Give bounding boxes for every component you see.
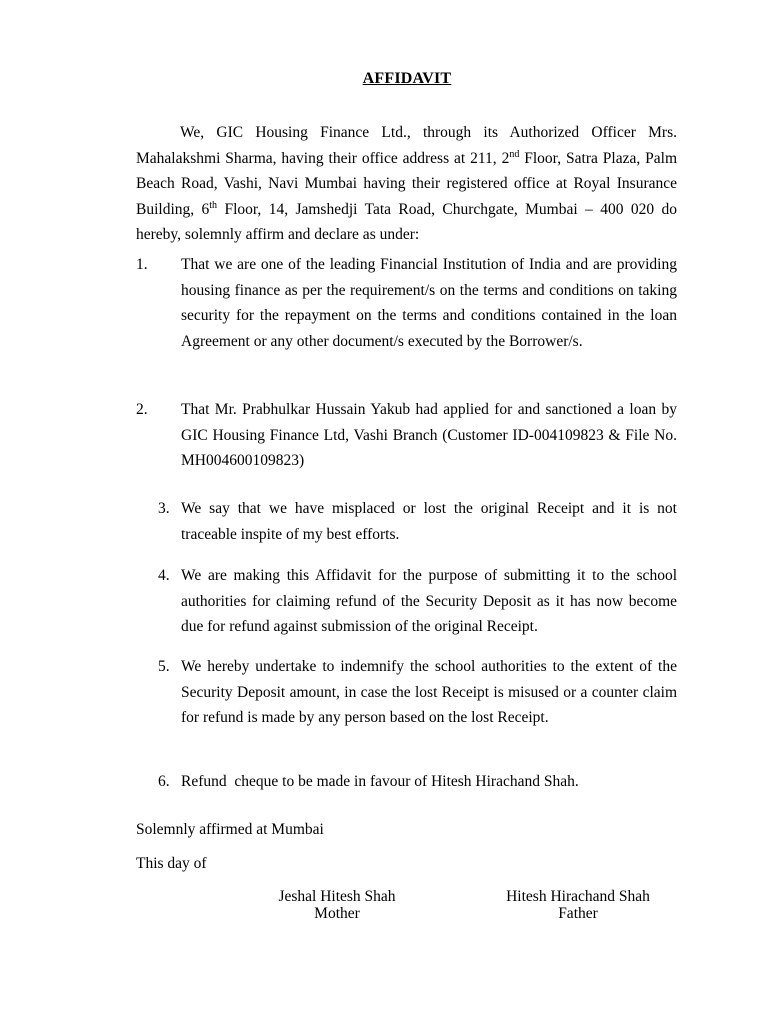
intro-text-3: Floor, 14, Jamshedji Tata Road, Churchgate, Mumbai – 400 020 do hereby, solemnly affirm and declare as under: <box>136 200 677 243</box>
signatory-role: Mother <box>314 905 360 922</box>
intro-paragraph <box>136 120 677 248</box>
item-number-3: 3. <box>158 500 170 517</box>
item-number-6: 6. <box>158 773 170 790</box>
item-text-1: That we are one of the leading Financial Institution of India and are providing housing finance as per the requirement/s on the terms and conditions on taking security for the repayment on the terms and conditions contained in the loan Agreement or any other document/s executed by the Borrower/s. <box>181 256 677 350</box>
item-text-5: We hereby undertake to indemnify the school authorities to the extent of the Security Deposit amount, in case the lost Receipt is misused or a counter claim for refund is made by any person based on the lost Receipt. <box>181 658 677 726</box>
intro-text-2: Floor, Satra Plaza, Palm Beach Road, Vashi, Navi Mumbai having their registered office at Royal Insurance Building, 6 <box>136 149 677 218</box>
affirmed-location-line: Solemnly affirmed at Mumbai <box>136 821 324 838</box>
item-number-1: 1. <box>136 256 148 273</box>
signatory-name: Hitesh Hirachand Shah <box>506 888 650 905</box>
item-text-2: That Mr. Prabhulkar Hussain Yakub had applied for and sanctioned a loan by GIC Housing Finance Ltd, Vashi Branch (Customer ID-004109823 & File No. MH004600109823) <box>181 401 677 469</box>
item-text-6: Refund cheque to be made in favour of Hitesh Hirachand Shah. <box>181 773 579 790</box>
signatory-role: Father <box>558 905 598 922</box>
signatory-name: Jeshal Hitesh Shah <box>278 888 396 905</box>
intro-superscript-1: nd <box>509 148 520 160</box>
item-text-4: We are making this Affidavit for the purpose of submitting it to the school authorities for claiming refund of the Security Deposit as it has now become due for refund against submission of the original Receipt. <box>181 567 677 635</box>
intro-superscript-2: th <box>209 199 218 211</box>
intro-text-1: We, GIC Housing Finance Ltd., through its Authorized Officer Mrs. Mahalakshmi Sharma, having their office address at 211, 2 <box>136 124 677 167</box>
this-day-line: This day of <box>136 855 207 872</box>
signatory-mother <box>262 888 412 922</box>
item-number-5: 5. <box>158 658 170 675</box>
signatory-father <box>488 888 668 922</box>
document-title: AFFIDAVIT <box>362 70 452 87</box>
item-text-3: We say that we have misplaced or lost the original Receipt and it is not traceable inspite of my best efforts. <box>181 500 677 543</box>
item-number-4: 4. <box>158 567 170 584</box>
item-number-2: 2. <box>136 401 148 418</box>
